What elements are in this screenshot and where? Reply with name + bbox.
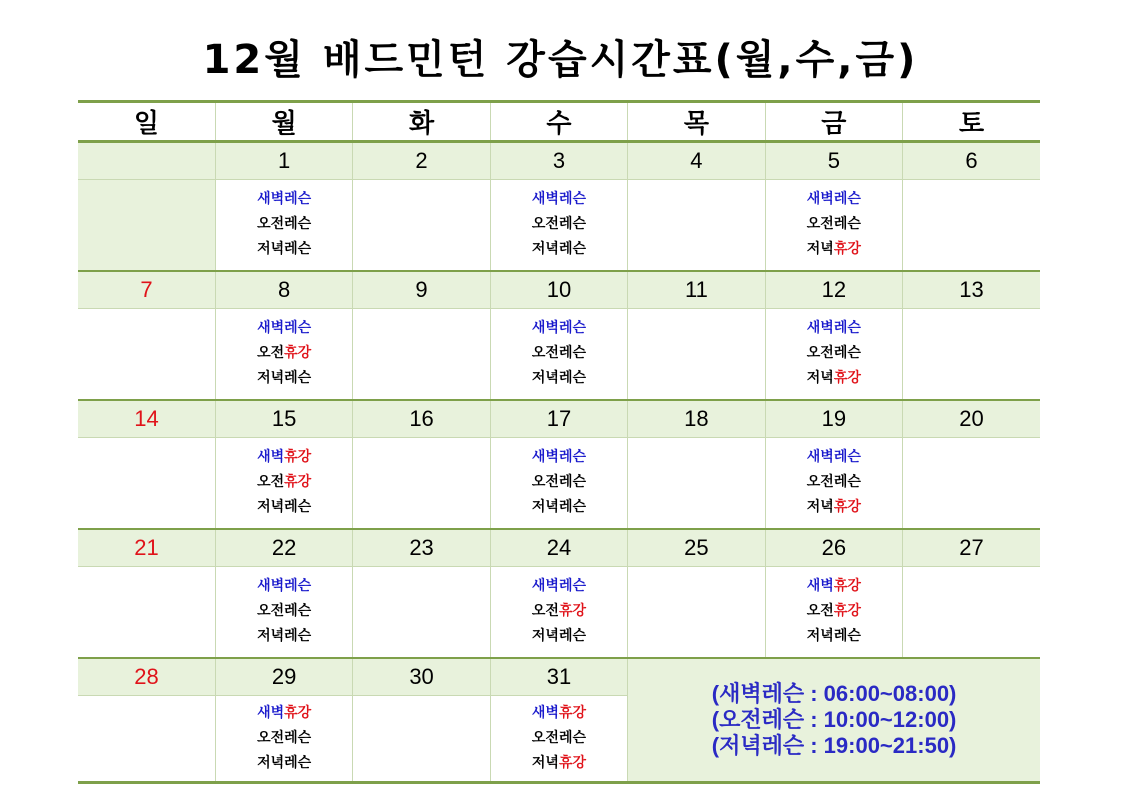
- lesson-am: [491, 599, 627, 624]
- weekday-mon: 월: [215, 102, 352, 142]
- lesson-am-label: 오전: [531, 730, 559, 746]
- empty-cell-thu: [628, 438, 765, 529]
- lesson-am-label: 오전: [531, 603, 559, 620]
- lesson-cell-wed: [490, 180, 627, 271]
- date-cell-mon: 15: [215, 400, 352, 438]
- lesson-pm-status: 휴강: [833, 370, 861, 387]
- lesson-am: [491, 212, 627, 237]
- date-cell-sat: 13: [903, 271, 1040, 309]
- empty-cell-tue: [353, 180, 490, 271]
- week-2-lesson-row: [78, 309, 1040, 400]
- lesson-cell-wed: [490, 309, 627, 400]
- date-cell-wed: 10: [490, 271, 627, 309]
- lesson-dawn-label: 새벽: [257, 705, 285, 721]
- lesson-pm-label: 저녁: [257, 628, 285, 645]
- lesson-am: [491, 470, 627, 495]
- lesson-pm: [216, 237, 352, 262]
- lesson-am-label: 오전: [531, 345, 559, 362]
- lesson-pm-label: 저녁: [257, 755, 285, 771]
- weekday-sat: 토: [903, 102, 1040, 142]
- date-cell-fri: 12: [765, 271, 902, 309]
- date-cell-sat: 20: [903, 400, 1040, 438]
- date-cell-tue: 16: [353, 400, 490, 438]
- lesson-dawn-status: 레슨: [833, 449, 861, 466]
- lesson-cell-fri: [765, 309, 902, 400]
- weekday-wed: 수: [490, 102, 627, 142]
- date-cell-sat: 27: [903, 529, 1040, 567]
- lesson-pm-status: 레슨: [833, 628, 861, 645]
- lesson-pm-label: 저녁: [806, 499, 834, 516]
- lesson-dawn-label: 새벽: [531, 449, 559, 466]
- lesson-am-status: 휴강: [833, 603, 861, 620]
- lesson-pm: [766, 624, 902, 649]
- lesson-pm-label: 저녁: [531, 241, 559, 258]
- lesson-pm-label: 저녁: [806, 241, 834, 258]
- lesson-pm: [491, 624, 627, 649]
- empty-cell-sun: [78, 309, 215, 400]
- lesson-am-status: 레슨: [833, 474, 861, 491]
- lesson-am: [766, 599, 902, 624]
- lesson-am: [491, 341, 627, 366]
- lesson-pm: [491, 495, 627, 520]
- empty-cell-tue: [353, 696, 490, 783]
- week-1-lesson-row: [78, 180, 1040, 271]
- lesson-dawn-label: 새벽: [257, 191, 285, 208]
- empty-cell-sun: [78, 438, 215, 529]
- lesson-dawn-label: 새벽: [531, 578, 559, 595]
- date-cell-sun: 14: [78, 400, 215, 438]
- lesson-dawn-label: 새벽: [806, 191, 834, 208]
- schedule-note-line: (저녁레슨 : 19:00~21:50): [711, 732, 957, 758]
- date-cell-thu: 18: [628, 400, 765, 438]
- date-cell-wed: 3: [490, 142, 627, 180]
- lesson-am: [216, 212, 352, 237]
- lesson-am: [766, 470, 902, 495]
- lesson-am-status: 휴강: [284, 345, 312, 362]
- date-cell-sun: 28: [78, 658, 215, 696]
- lesson-cell-fri: [765, 180, 902, 271]
- lesson-am-status: 휴강: [284, 474, 312, 491]
- lesson-dawn: [766, 187, 902, 212]
- lesson-am-label: 오전: [257, 730, 285, 746]
- lesson-am: [766, 341, 902, 366]
- lesson-dawn-label: 새벽: [806, 320, 834, 337]
- lesson-am-label: 오전: [531, 216, 559, 233]
- lesson-pm-label: 저녁: [806, 628, 834, 645]
- date-cell-mon: 8: [215, 271, 352, 309]
- date-cell-sun: 7: [78, 271, 215, 309]
- lesson-cell-mon: [215, 567, 352, 658]
- calendar-table: [78, 100, 1040, 784]
- lesson-cell-mon: [215, 438, 352, 529]
- lesson-pm: [216, 624, 352, 649]
- empty-cell-thu: [628, 180, 765, 271]
- weekday-fri: 금: [765, 102, 902, 142]
- date-cell-wed: 31: [490, 658, 627, 696]
- date-cell-thu: 25: [628, 529, 765, 567]
- lesson-am: [216, 726, 352, 751]
- lesson-dawn: [491, 316, 627, 341]
- week-3-date-row: [78, 400, 1040, 438]
- date-cell-mon: 22: [215, 529, 352, 567]
- lesson-pm-label: 저녁: [257, 370, 285, 387]
- lesson-am-label: 오전: [531, 474, 559, 491]
- empty-cell-sun: [78, 567, 215, 658]
- weekday-thu: 목: [628, 102, 765, 142]
- weekday-tue: 화: [353, 102, 490, 142]
- lesson-pm-status: 레슨: [284, 499, 312, 516]
- date-cell-tue: 9: [353, 271, 490, 309]
- lesson-am-status: 레슨: [833, 216, 861, 233]
- lesson-dawn-label: 새벽: [257, 320, 285, 337]
- lesson-am: [216, 599, 352, 624]
- lesson-dawn: [491, 574, 627, 599]
- date-cell-sun: 21: [78, 529, 215, 567]
- week-4-lesson-row: [78, 567, 1040, 658]
- lesson-dawn-label: 새벽: [531, 191, 559, 208]
- lesson-pm-status: 레슨: [284, 755, 312, 771]
- page-title: 12월 배드민턴 강습시간표(월,수,금): [202, 37, 919, 83]
- lesson-dawn-status: 레슨: [558, 320, 587, 337]
- lesson-pm: [216, 751, 352, 776]
- lesson-dawn-label: 새벽: [257, 449, 285, 466]
- week-5-date-row: [78, 658, 1040, 696]
- empty-cell-tue: [353, 567, 490, 658]
- lesson-am-status: 레슨: [284, 216, 312, 233]
- lesson-dawn-status: 레슨: [284, 320, 312, 337]
- date-cell-fri: 5: [765, 142, 902, 180]
- lesson-dawn-status: 휴강: [833, 578, 861, 595]
- week-1-date-row: [78, 142, 1040, 180]
- lesson-cell-wed: [490, 696, 627, 783]
- date-cell-sun: [78, 142, 215, 180]
- date-cell-mon: 1: [215, 142, 352, 180]
- date-cell-fri: 19: [765, 400, 902, 438]
- lesson-pm: [766, 495, 902, 520]
- date-cell-mon: 29: [215, 658, 352, 696]
- lesson-dawn-label: 새벽: [531, 320, 559, 337]
- lesson-am: [766, 212, 902, 237]
- lesson-dawn-status: 레슨: [833, 191, 861, 208]
- lesson-pm-status: 레슨: [558, 499, 587, 516]
- lesson-dawn-status: 레슨: [558, 578, 587, 595]
- lesson-dawn: [766, 445, 902, 470]
- lesson-dawn: [766, 574, 902, 599]
- lesson-pm-status: 레슨: [284, 628, 312, 645]
- lesson-pm: [491, 237, 627, 262]
- date-cell-sat: 6: [903, 142, 1040, 180]
- lesson-dawn-label: 새벽: [531, 705, 559, 721]
- lesson-pm-status: 레슨: [284, 241, 312, 258]
- lesson-pm: [216, 495, 352, 520]
- lesson-pm-status: 레슨: [284, 370, 312, 387]
- date-cell-tue: 30: [353, 658, 490, 696]
- lesson-dawn: [491, 445, 627, 470]
- lesson-am-status: 휴강: [558, 603, 587, 620]
- date-cell-wed: 24: [490, 529, 627, 567]
- weekday-sun: 일: [78, 102, 215, 142]
- lesson-cell-fri: [765, 438, 902, 529]
- week-4-date-row: [78, 529, 1040, 567]
- empty-cell-sat: [903, 309, 1040, 400]
- date-cell-fri: 26: [765, 529, 902, 567]
- week-3-lesson-row: [78, 438, 1040, 529]
- weekday-header-row: [78, 102, 1040, 142]
- lesson-am-label: 오전: [806, 603, 834, 620]
- empty-cell-sun: [78, 180, 215, 271]
- lesson-cell-wed: [490, 438, 627, 529]
- empty-cell-tue: [353, 438, 490, 529]
- lesson-cell-mon: [215, 180, 352, 271]
- lesson-dawn: [216, 701, 352, 726]
- lesson-am-status: 레슨: [284, 603, 312, 620]
- lesson-dawn: [491, 701, 627, 726]
- lesson-pm-status: 레슨: [558, 628, 587, 645]
- lesson-am-label: 오전: [806, 345, 834, 362]
- lesson-pm-label: 저녁: [531, 628, 559, 645]
- lesson-am-label: 오전: [257, 603, 285, 620]
- lesson-dawn: [491, 187, 627, 212]
- schedule-note-line: (새벽레슨 : 06:00~08:00): [711, 680, 957, 706]
- empty-cell-thu: [628, 309, 765, 400]
- lesson-dawn: [766, 316, 902, 341]
- lesson-am-label: 오전: [257, 474, 285, 491]
- lesson-dawn-status: 휴강: [284, 449, 312, 466]
- empty-cell-sat: [903, 567, 1040, 658]
- schedule-note-line: (오전레슨 : 10:00~12:00): [711, 706, 957, 732]
- lesson-pm-status: 레슨: [558, 241, 587, 258]
- date-cell-tue: 23: [353, 529, 490, 567]
- lesson-pm-label: 저녁: [531, 499, 559, 516]
- lesson-am-status: 레슨: [558, 345, 587, 362]
- lesson-dawn-status: 휴강: [284, 705, 312, 721]
- lesson-pm-label: 저녁: [531, 755, 559, 771]
- empty-cell-tue: [353, 309, 490, 400]
- lesson-cell-mon: [215, 696, 352, 783]
- lesson-am-status: 레슨: [558, 730, 587, 746]
- lesson-dawn-label: 새벽: [806, 578, 834, 595]
- lesson-pm-status: 레슨: [558, 370, 587, 387]
- lesson-cell-wed: [490, 567, 627, 658]
- lesson-dawn-status: 레슨: [833, 320, 861, 337]
- lesson-dawn: [216, 316, 352, 341]
- lesson-am-label: 오전: [806, 216, 834, 233]
- lesson-dawn-status: 레슨: [558, 449, 587, 466]
- lesson-pm: [216, 366, 352, 391]
- lesson-am-label: 오전: [257, 216, 285, 233]
- lesson-dawn-status: 휴강: [558, 705, 587, 721]
- lesson-pm-label: 저녁: [806, 370, 834, 387]
- empty-cell-sun: [78, 696, 215, 783]
- lesson-dawn-label: 새벽: [257, 578, 285, 595]
- lesson-dawn: [216, 574, 352, 599]
- empty-cell-sat: [903, 438, 1040, 529]
- empty-cell-sat: [903, 180, 1040, 271]
- lesson-am-label: 오전: [257, 345, 285, 362]
- lesson-pm-label: 저녁: [531, 370, 559, 387]
- lesson-pm-status: 휴강: [558, 755, 587, 771]
- lesson-pm: [491, 366, 627, 391]
- lesson-am: [216, 341, 352, 366]
- lesson-am-status: 레슨: [558, 474, 587, 491]
- lesson-dawn-status: 레슨: [558, 191, 587, 208]
- lesson-am: [491, 726, 627, 751]
- lesson-pm-status: 휴강: [833, 241, 861, 258]
- lesson-pm-label: 저녁: [257, 241, 285, 258]
- lesson-pm-status: 휴강: [833, 499, 861, 516]
- week-2-date-row: [78, 271, 1040, 309]
- lesson-cell-mon: [215, 309, 352, 400]
- date-cell-tue: 2: [353, 142, 490, 180]
- schedule-note: [628, 658, 1040, 783]
- lesson-dawn-status: 레슨: [284, 578, 312, 595]
- lesson-dawn: [216, 187, 352, 212]
- lesson-pm: [766, 366, 902, 391]
- date-cell-thu: 4: [628, 142, 765, 180]
- date-cell-thu: 11: [628, 271, 765, 309]
- lesson-am-status: 레슨: [284, 730, 312, 746]
- lesson-am-label: 오전: [806, 474, 834, 491]
- lesson-pm: [491, 751, 627, 776]
- lesson-am-status: 레슨: [833, 345, 861, 362]
- date-cell-wed: 17: [490, 400, 627, 438]
- lesson-pm: [766, 237, 902, 262]
- lesson-dawn: [216, 445, 352, 470]
- lesson-dawn-label: 새벽: [806, 449, 834, 466]
- lesson-dawn-status: 레슨: [284, 191, 312, 208]
- lesson-am: [216, 470, 352, 495]
- lesson-cell-fri: [765, 567, 902, 658]
- empty-cell-thu: [628, 567, 765, 658]
- lesson-pm-label: 저녁: [257, 499, 285, 516]
- lesson-am-status: 레슨: [558, 216, 587, 233]
